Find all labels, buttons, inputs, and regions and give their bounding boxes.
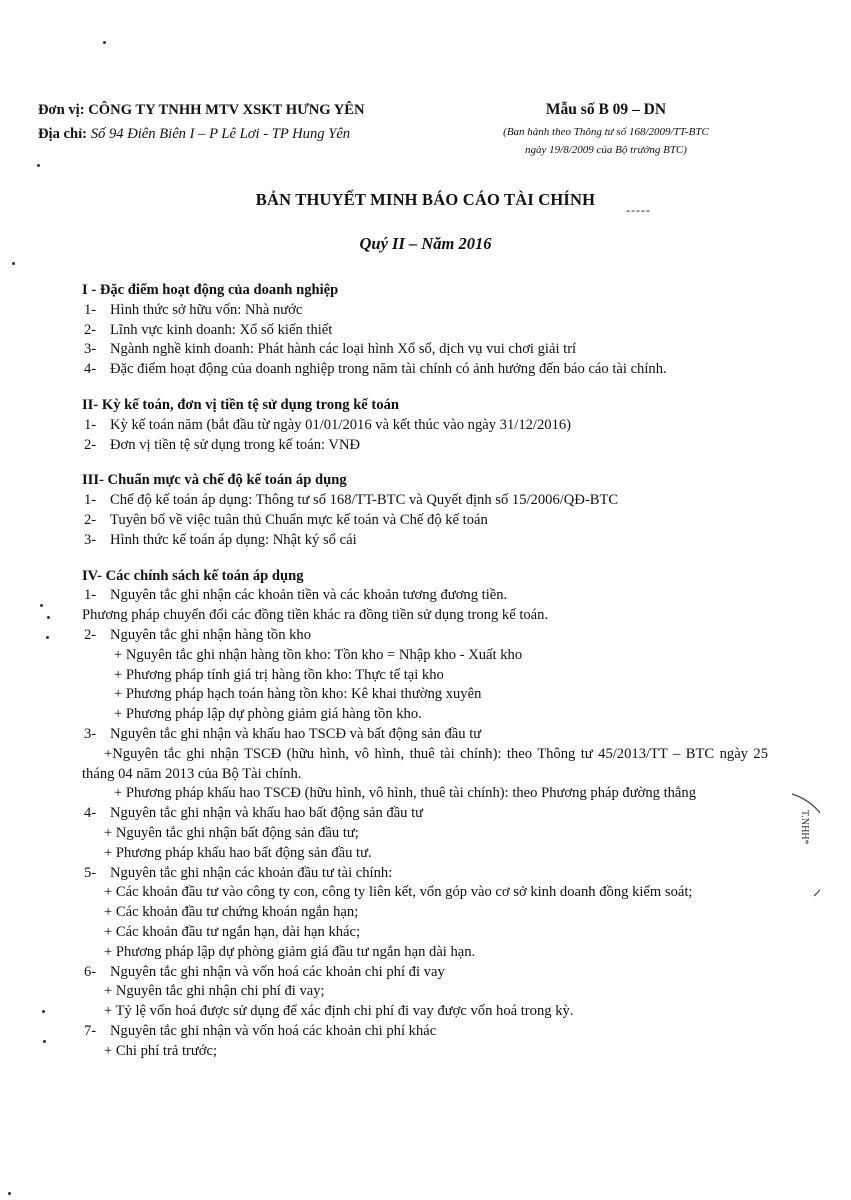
list-item: 3- Nguyên tắc ghi nhận và khấu hao TSCĐ và bất động sản đầu tư bbox=[84, 725, 482, 742]
section-1-heading: I - Đặc điểm hoạt động của doanh nghiệp bbox=[82, 282, 339, 298]
list-item: 1- Hình thức sở hữu vốn: Nhà nước bbox=[84, 301, 303, 318]
sub-item: + Các khoản đầu tư chứng khoán ngắn hạn; bbox=[104, 904, 359, 921]
sub-item: + Nguyên tắc ghi nhận chi phí đi vay; bbox=[104, 983, 325, 1000]
seal-text: T.NHH* bbox=[799, 810, 810, 845]
sub-item: + Các khoản đầu tư ngắn hạn, dài hạn khác; bbox=[104, 923, 361, 940]
speck bbox=[37, 164, 40, 167]
sub-item: + Các khoản đầu tư vào công ty con, công ty liên kết, vốn góp vào cơ sở kinh doanh đồng kiểm soát; bbox=[104, 884, 693, 901]
list-item: 3- Ngành nghề kinh doanh: Phát hành các loại hình Xổ số, dịch vụ vui chơi giải trí bbox=[84, 341, 577, 358]
list-item: 2- Tuyên bố về việc tuân thủ Chuẩn mực kế toán và Chế độ kế toán bbox=[84, 511, 488, 528]
speck bbox=[46, 636, 49, 639]
company-header bbox=[38, 98, 468, 146]
list-item: 2- Lĩnh vực kinh doanh: Xổ số kiến thiết bbox=[84, 321, 333, 338]
form-header bbox=[456, 98, 756, 158]
section-3-heading: III- Chuẩn mực và chế độ kế toán áp dụng bbox=[82, 472, 347, 489]
title-dashes: ----- bbox=[626, 203, 651, 217]
document-title: BẢN THUYẾT MINH BÁO CÁO TÀI CHÍNH bbox=[255, 190, 596, 209]
sub-item: + Chi phí trả trước; bbox=[104, 1042, 218, 1059]
sub-item: + Nguyên tắc ghi nhận hàng tồn kho: Tồn kho = Nhập kho - Xuất kho bbox=[114, 646, 523, 663]
list-item: 4- Nguyên tắc ghi nhận và khấu hao bất động sản đầu tư bbox=[84, 805, 424, 822]
document-subtitle: Quý II – Năm 2016 bbox=[359, 234, 492, 253]
address-text: Số 94 Điên Biên I – P Lê Lơi - TP Hung Yên bbox=[90, 126, 351, 142]
address-line bbox=[38, 122, 468, 146]
sub-item: + Phương pháp lập dự phòng giảm giá hàng tồn kho. bbox=[114, 706, 422, 723]
unit-name: CÔNG TY TNHH MTV XSKT HƯNG YÊN bbox=[88, 102, 365, 118]
sub-item: +Nguyên tắc ghi nhận TSCĐ (hữu hình, vô hình, thuê tài chính): theo Thông tư 45/2013/TT – BTC ngày 25 tháng 04 năm 2013 của Bộ Tài chính. bbox=[82, 745, 768, 782]
company-seal bbox=[786, 790, 820, 900]
speck bbox=[47, 616, 50, 619]
speck bbox=[103, 41, 106, 44]
list-item-continuation: Phương pháp chuyển đổi các đồng tiền khác ra đồng tiền sử dụng trong kế toán. bbox=[82, 607, 549, 624]
form-note-line-1: (Ban hành theo Thông tư số 168/2009/TT-BTC bbox=[503, 126, 709, 138]
sub-item: + Phương pháp khấu hao bất động sản đầu tư. bbox=[104, 844, 372, 861]
sub-item: + Phương pháp lập dự phòng giảm giá đầu tư ngắn hạn dài hạn. bbox=[104, 943, 476, 960]
speck bbox=[12, 262, 15, 265]
speck bbox=[40, 604, 43, 607]
section-4-heading: IV- Các chính sách kế toán áp dụng bbox=[82, 567, 304, 584]
unit-label: Đơn vị: bbox=[38, 102, 85, 118]
list-item: 5- Nguyên tắc ghi nhận các khoản đầu tư tài chính: bbox=[84, 864, 393, 881]
list-item: 1- Nguyên tắc ghi nhận các khoản tiền và các khoản tương đương tiền. bbox=[84, 587, 508, 604]
list-item: 2- Nguyên tắc ghi nhận hàng tồn kho bbox=[84, 626, 312, 643]
form-number: Mẫu số B 09 – DN bbox=[545, 101, 667, 118]
sub-item: + Tỷ lệ vốn hoá được sử dụng để xác định chi phí đi vay được vốn hoá trong kỳ. bbox=[104, 1003, 574, 1020]
list-item: 3- Hình thức kế toán áp dụng: Nhật ký sổ cái bbox=[84, 531, 357, 548]
document-body bbox=[82, 281, 772, 1061]
form-note-line-2: ngày 19/8/2009 của Bộ trưởng BTC) bbox=[525, 144, 687, 156]
sub-item: + Phương pháp khấu hao TSCĐ (hữu hình, vô hình, thuê tài chính): theo Phương pháp đường thẳng bbox=[114, 785, 696, 802]
speck bbox=[8, 1192, 11, 1195]
sub-item: + Phương pháp hạch toán hàng tồn kho: Kê khai thường xuyên bbox=[114, 686, 482, 703]
list-item: 1- Chế độ kế toán áp dụng: Thông tư số 168/TT-BTC và Quyết định số 15/2006/QĐ-BTC bbox=[84, 492, 619, 509]
sub-item: + Phương pháp tính giá trị hàng tồn kho: Thực tế tại kho bbox=[114, 666, 444, 683]
list-item: 2- Đơn vị tiền tệ sử dụng trong kế toán: VNĐ bbox=[84, 436, 361, 453]
speck bbox=[43, 1040, 46, 1043]
list-item: 7- Nguyên tắc ghi nhận và vốn hoá các khoản chi phí khác bbox=[84, 1022, 437, 1039]
list-item: 1- Kỳ kế toán năm (bắt đầu từ ngày 01/01/2016 và kết thúc vào ngày 31/12/2016) bbox=[84, 416, 572, 433]
list-item: 6- Nguyên tắc ghi nhận và vốn hoá các khoản chi phí đi vay bbox=[84, 963, 445, 980]
unit-line bbox=[38, 98, 468, 122]
list-item: 4- Đặc điểm hoạt động của doanh nghiệp trong năm tài chính có ảnh hưởng đến báo cáo tài chính. bbox=[84, 361, 667, 378]
address-label: Địa chỉ: bbox=[38, 126, 88, 142]
sub-item: + Nguyên tắc ghi nhận bất động sản đầu tư; bbox=[104, 824, 359, 841]
section-2-heading: II- Kỳ kế toán, đơn vị tiền tệ sử dụng trong kế toán bbox=[82, 396, 400, 413]
speck bbox=[42, 1010, 45, 1013]
